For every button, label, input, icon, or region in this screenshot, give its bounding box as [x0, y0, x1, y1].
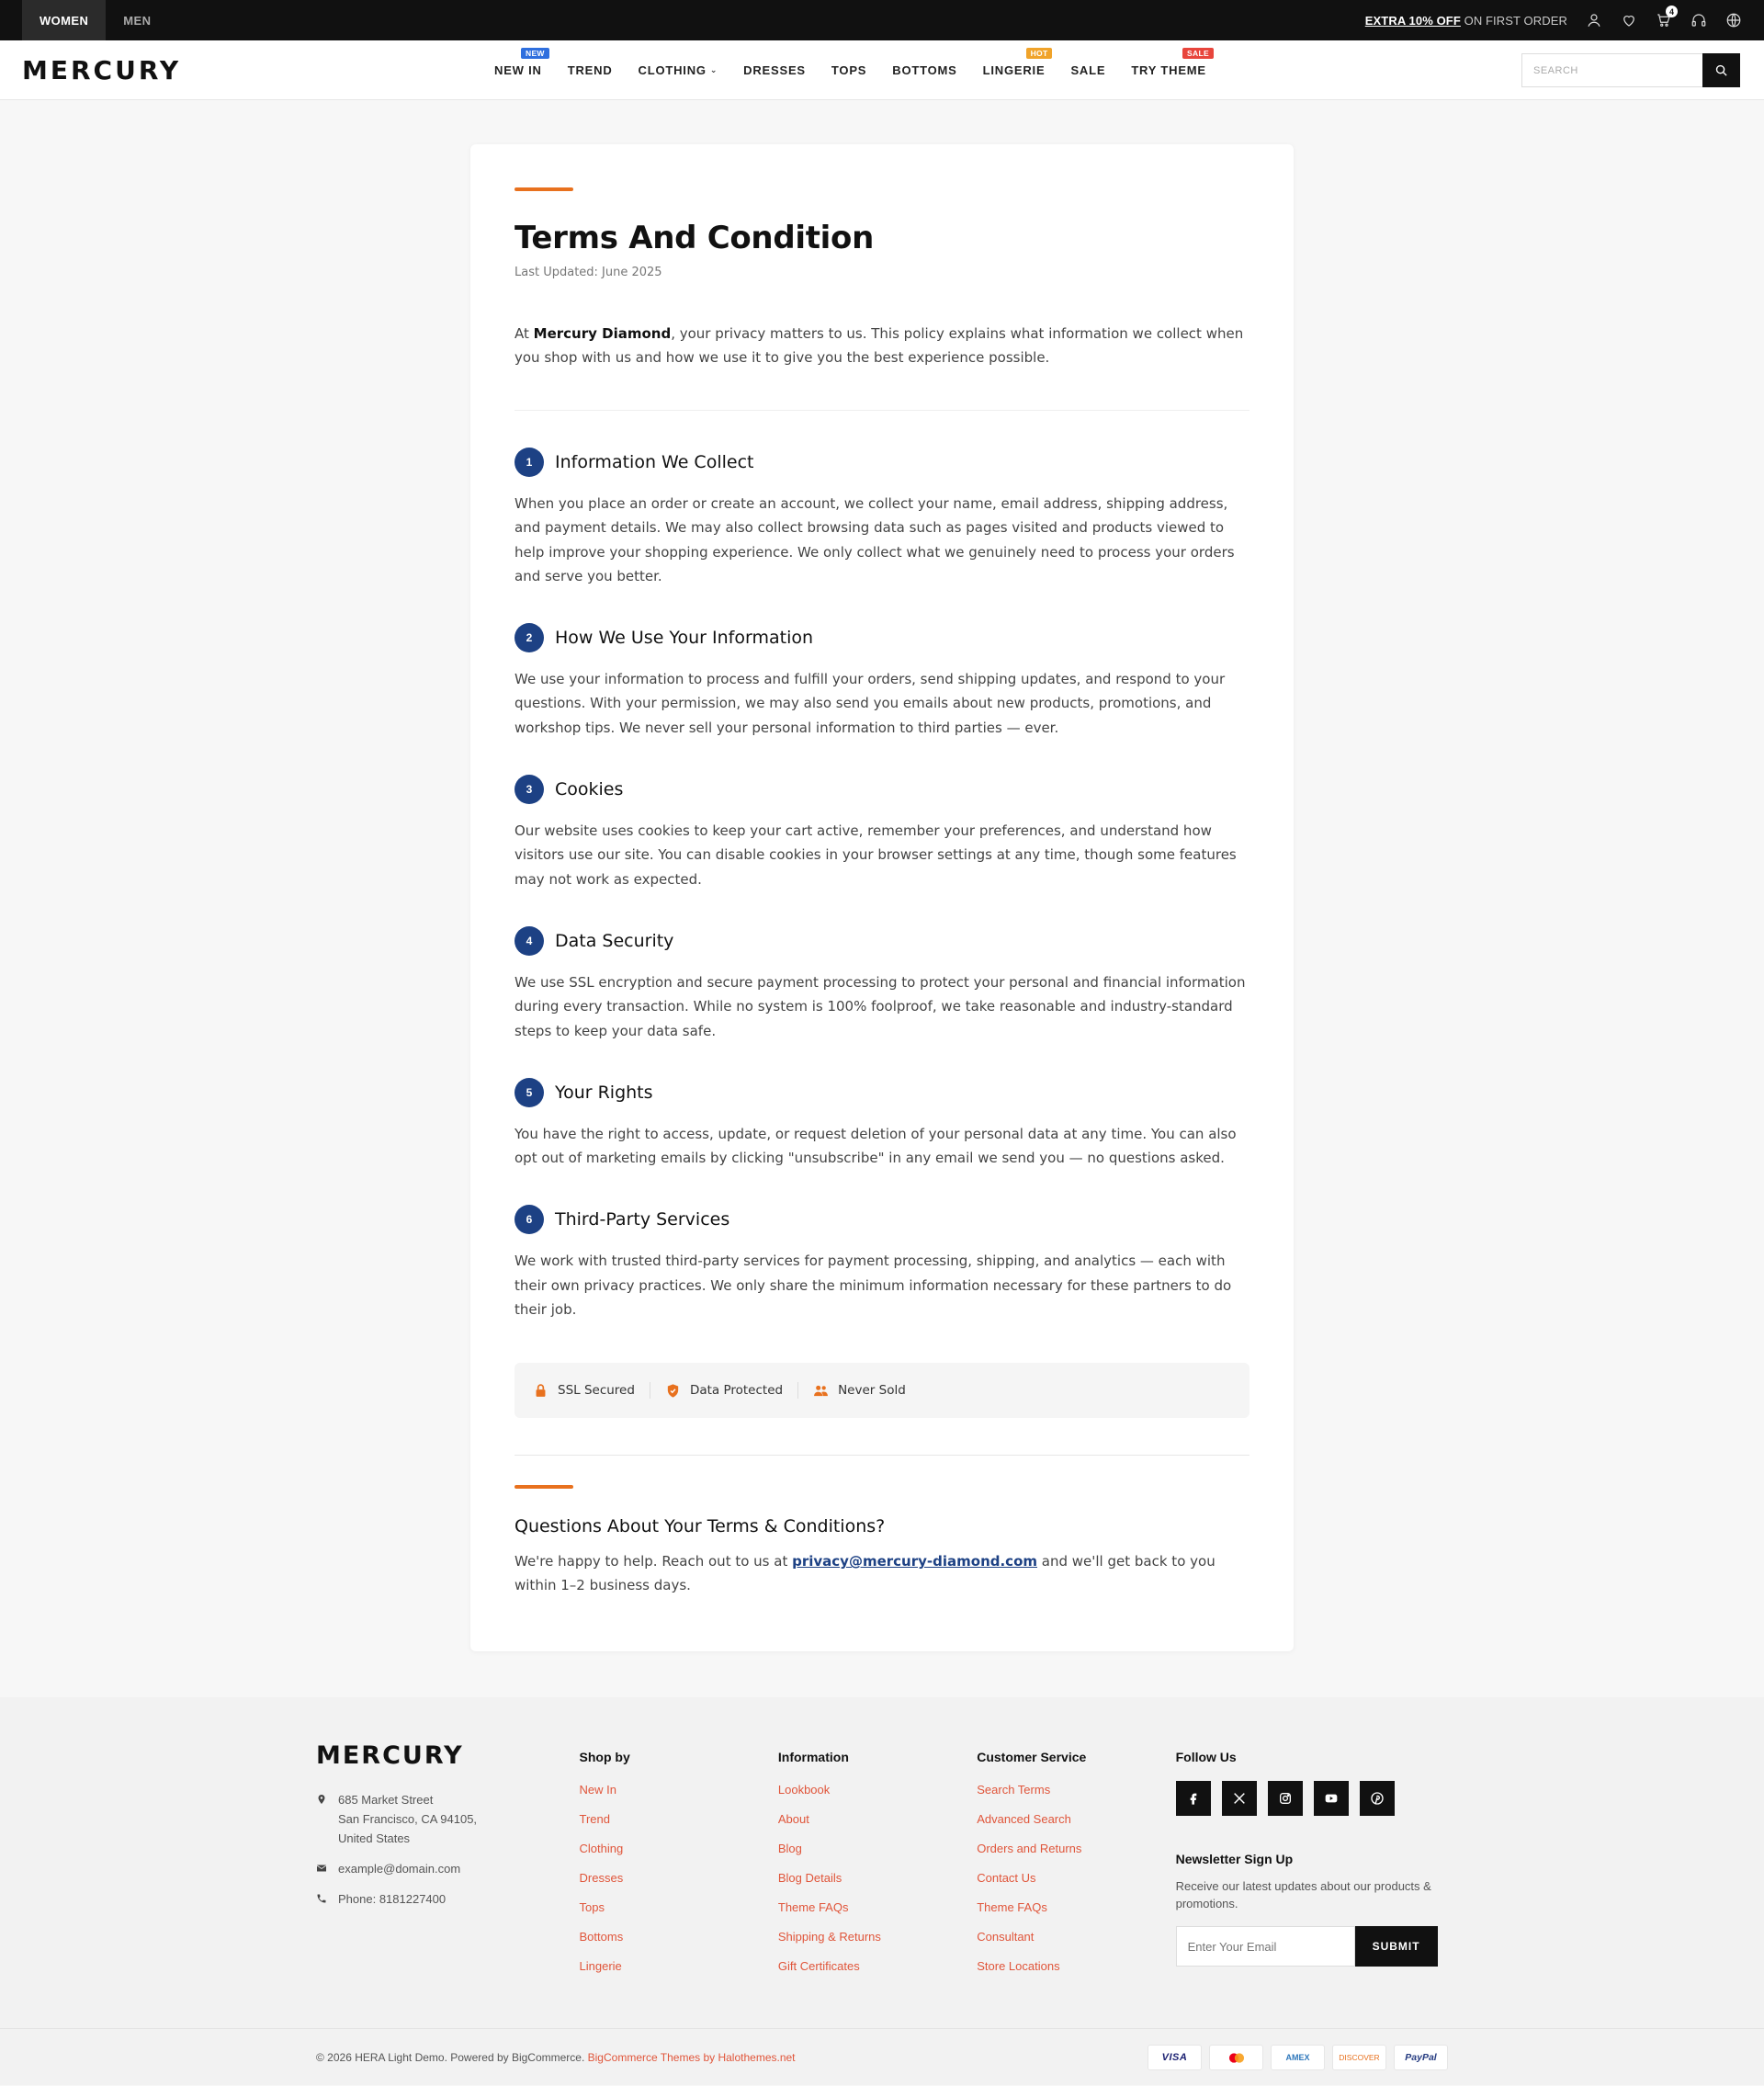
- top-bar: [0, 0, 1764, 40]
- accent-bar: [514, 1485, 573, 1489]
- support-headset-icon[interactable]: [1690, 12, 1707, 28]
- section-body: When you place an order or create an account, we collect your name, email address, shipping address, and payment details. We may also collect browsing data such as pages visited and products viewed to help improve your shopping experience. We only collect what we genuinely need to process your orders and serve you better.: [514, 495, 1235, 584]
- intro-post: , your privacy matters to us. This policy explains what information we collect when you shop with us and how we use it to give you the best experience possible.: [514, 325, 1244, 366]
- footer-follow: [1176, 1741, 1448, 1989]
- footer-link[interactable]: Theme FAQs: [977, 1900, 1047, 1915]
- section-cookies: [514, 775, 1250, 891]
- section-body: You have the right to access, update, or request deletion of your personal data at any time. You can also opt out of marketing emails by clicking "unsubscribe" in any email we send you — no questions asked.: [514, 1125, 1237, 1167]
- footer-logo[interactable]: MERCURY: [316, 1741, 464, 1771]
- promo-text[interactable]: [1365, 14, 1567, 28]
- promo-bold: EXTRA 10% OFF: [1364, 13, 1461, 28]
- sale-badge: SALE: [1182, 48, 1214, 59]
- nav-label: DRESSES: [743, 63, 806, 77]
- discover-icon: [1332, 2045, 1386, 2070]
- footer-phone[interactable]: Phone: 8181227400: [338, 1892, 447, 1907]
- footer-link[interactable]: Clothing: [579, 1842, 624, 1856]
- section-heading: [514, 448, 1250, 477]
- nav-label: NEW IN: [494, 63, 542, 77]
- section-title: Information We Collect: [555, 452, 754, 472]
- facebook-icon[interactable]: [1176, 1781, 1211, 1816]
- copyright: [316, 2051, 796, 2064]
- nav-tops[interactable]: [831, 63, 866, 77]
- gender-tabs: [22, 0, 168, 40]
- questions-title: Questions About Your Terms & Conditions?: [514, 1516, 886, 1537]
- questions-post: and we'll get back to you within 1–2 business days.: [514, 1553, 1216, 1594]
- nav-label: BOTTOMS: [892, 63, 957, 77]
- footer-link[interactable]: Blog Details: [777, 1871, 842, 1886]
- footer-link[interactable]: Gift Certificates: [777, 1959, 860, 1974]
- mastercard-icon: [1209, 2045, 1263, 2070]
- nav-try-theme[interactable]: [1131, 49, 1209, 77]
- footer-bottom-inner: [316, 2029, 1448, 2086]
- section-number: 2: [514, 623, 544, 652]
- last-updated: Last Updated: June 2025: [514, 266, 662, 279]
- address-row: [316, 1790, 580, 1848]
- payment-label: PayPal: [1405, 2052, 1437, 2064]
- trust-label: SSL Secured: [558, 1383, 635, 1399]
- footer-shop-by: [580, 1741, 778, 1989]
- divider: [514, 1455, 1250, 1456]
- nav-label: TRY THEME: [1131, 63, 1206, 77]
- instagram-icon[interactable]: [1268, 1781, 1303, 1816]
- main-nav: [494, 40, 1209, 100]
- newsletter-email-input[interactable]: [1176, 1926, 1355, 1967]
- footer-link[interactable]: Consultant: [977, 1930, 1035, 1944]
- section-title: Third-Party Services: [555, 1209, 730, 1230]
- footer-heading: Shop by: [579, 1750, 630, 1765]
- footer-columns: [316, 1741, 1448, 1989]
- section-heading: [514, 775, 1250, 804]
- footer-address: [316, 1790, 580, 1909]
- section-number: 3: [514, 775, 544, 804]
- section-number: 4: [514, 926, 544, 956]
- footer-link[interactable]: Search Terms: [977, 1783, 1051, 1797]
- section-heading: [514, 623, 1250, 652]
- nav-trend[interactable]: [568, 63, 613, 77]
- footer-link[interactable]: Orders and Returns: [977, 1842, 1082, 1856]
- wishlist-icon[interactable]: [1621, 12, 1637, 28]
- footer-link[interactable]: Lingerie: [579, 1959, 622, 1974]
- search-icon: [1714, 63, 1728, 77]
- newsletter-submit-button[interactable]: SUBMIT: [1355, 1926, 1438, 1967]
- footer-link[interactable]: New In: [579, 1783, 616, 1797]
- section-information-we-collect: [514, 448, 1250, 588]
- divider: [514, 410, 1250, 411]
- footer-email[interactable]: example@domain.com: [338, 1862, 461, 1876]
- section-how-we-use: [514, 623, 1250, 740]
- nav-label: SALE: [1070, 63, 1106, 77]
- main-header: [0, 40, 1764, 100]
- footer-link[interactable]: Lookbook: [777, 1783, 831, 1797]
- nav-clothing[interactable]: [639, 63, 718, 77]
- account-icon[interactable]: [1586, 12, 1602, 28]
- footer-link[interactable]: Blog: [777, 1842, 802, 1856]
- main-content: [0, 100, 1764, 1697]
- tab-men[interactable]: MEN: [123, 13, 152, 28]
- newsletter-form: [1176, 1926, 1448, 1967]
- footer-link[interactable]: Tops: [579, 1900, 605, 1915]
- newsletter-description: Receive our latest updates about our products & promotions.: [1175, 1879, 1431, 1911]
- section-title: How We Use Your Information: [555, 628, 814, 649]
- cart-count-badge: 4: [1666, 6, 1678, 17]
- phone-row: [316, 1889, 580, 1909]
- footer-bottom: [0, 2028, 1764, 2085]
- trust-ssl: [533, 1383, 650, 1399]
- nav-bottoms[interactable]: [892, 63, 956, 77]
- section-third-party: [514, 1205, 1250, 1321]
- top-bar-right: [1364, 6, 1742, 28]
- footer-link[interactable]: Shipping & Returns: [777, 1930, 881, 1944]
- nav-label: LINGERIE: [982, 63, 1046, 77]
- footer-link[interactable]: Contact Us: [977, 1871, 1036, 1886]
- footer-heading: Information: [777, 1750, 849, 1765]
- users-icon: [813, 1383, 829, 1399]
- email-row: [316, 1859, 580, 1878]
- new-badge: NEW: [521, 48, 549, 59]
- location-pin-icon: [316, 1794, 327, 1805]
- youtube-icon[interactable]: [1314, 1781, 1349, 1816]
- footer-link[interactable]: Bottoms: [579, 1930, 624, 1944]
- site-logo[interactable]: MERCURY: [22, 54, 182, 85]
- page-title: Terms And Condition: [514, 220, 874, 256]
- search-input[interactable]: [1521, 53, 1702, 87]
- payment-label: VISA: [1161, 2052, 1188, 2064]
- trust-data-protected: [665, 1383, 797, 1399]
- visa-icon: [1148, 2045, 1202, 2070]
- pinterest-icon[interactable]: [1360, 1781, 1395, 1816]
- copyright-text: © 2026 HERA Light Demo. Powered by BigCommerce.: [316, 2051, 588, 2065]
- nav-new-in[interactable]: [494, 49, 545, 77]
- social-links: [1176, 1781, 1448, 1816]
- search-button[interactable]: [1702, 53, 1740, 87]
- globe-icon[interactable]: [1725, 12, 1742, 28]
- halothemes-link[interactable]: BigCommerce Themes by Halothemes.net: [587, 2051, 796, 2065]
- shield-check-icon: [665, 1383, 681, 1399]
- footer-link[interactable]: Theme FAQs: [777, 1900, 849, 1915]
- section-body: Our website uses cookies to keep your cart active, remember your preferences, and understand how visitors use our site. You can disable cookies in your browser settings at any time, though some features may not work as expected.: [514, 822, 1237, 888]
- section-number: 5: [514, 1078, 544, 1107]
- questions-pre: We're happy to help. Reach out to us at: [514, 1553, 793, 1570]
- hot-badge: HOT: [1026, 48, 1053, 59]
- x-icon[interactable]: [1222, 1781, 1257, 1816]
- footer-links: [580, 1783, 778, 1973]
- amex-icon: [1271, 2045, 1325, 2070]
- section-number: 1: [514, 448, 544, 477]
- section-heading: [514, 1205, 1250, 1234]
- footer-link[interactable]: Trend: [579, 1812, 610, 1827]
- footer-links: [778, 1783, 977, 1973]
- envelope-icon: [316, 1863, 327, 1874]
- lock-icon: [533, 1383, 548, 1399]
- footer-link[interactable]: Dresses: [579, 1871, 624, 1886]
- terms-card: [470, 144, 1294, 1651]
- section-title: Your Rights: [555, 1082, 653, 1103]
- footer-customer-service: [977, 1741, 1175, 1989]
- chevron-down-icon: ⌄: [709, 65, 718, 74]
- section-heading: [514, 1078, 1250, 1107]
- trust-label: Data Protected: [689, 1383, 784, 1399]
- section-number: 6: [514, 1205, 544, 1234]
- address-line: United States: [338, 1831, 411, 1846]
- site-footer: [0, 1697, 1764, 2085]
- footer-heading: Customer Service: [977, 1750, 1087, 1765]
- nav-label: TREND: [567, 63, 613, 77]
- section-body: We use SSL encryption and secure payment processing to protect your personal and financial information during every transaction. While no system is 100% foolproof, we take reasonable and industry-standard steps to keep your data safe.: [514, 973, 1246, 1039]
- nav-sale[interactable]: [1070, 63, 1105, 77]
- questions-body: [514, 1549, 1250, 1597]
- trust-never-sold: [813, 1383, 921, 1399]
- footer-heading: Follow Us: [1175, 1750, 1237, 1765]
- footer-information: [778, 1741, 977, 1989]
- footer-link[interactable]: Advanced Search: [977, 1812, 1071, 1827]
- payment-label: AMEX: [1285, 2053, 1310, 2063]
- payment-methods: [1148, 2045, 1448, 2070]
- trust-label: Never Sold: [838, 1383, 906, 1399]
- nav-lingerie[interactable]: [982, 49, 1048, 77]
- trust-separator: [797, 1382, 798, 1399]
- trust-badges: [514, 1363, 1250, 1418]
- footer-links: [977, 1783, 1175, 1973]
- search-box: [1521, 53, 1740, 87]
- section-body: We use your information to process and fulfill your orders, send shipping updates, and respond to your questions. With your permission, we may also send you emails about new products, promotions, and workshop tips. We never sell your personal information to third parties — ever.: [514, 671, 1226, 736]
- payment-label: DISCOVER: [1339, 2053, 1380, 2063]
- section-title: Data Security: [555, 930, 674, 951]
- section-your-rights: [514, 1078, 1250, 1171]
- footer-contact: [316, 1741, 580, 1989]
- phone-icon: [316, 1893, 327, 1904]
- newsletter-title: Newsletter Sign Up: [1175, 1852, 1294, 1867]
- nav-label: CLOTHING: [638, 63, 707, 77]
- section-data-security: [514, 926, 1250, 1043]
- tab-women[interactable]: WOMEN: [22, 0, 106, 40]
- intro-pre: At: [514, 325, 534, 342]
- section-heading: [514, 926, 1250, 956]
- intro-brand: Mercury Diamond: [533, 325, 672, 342]
- paypal-icon: [1394, 2045, 1448, 2070]
- cart-icon[interactable]: [1656, 6, 1674, 28]
- address-lines: [338, 1790, 477, 1848]
- nav-label: TOPS: [831, 63, 867, 77]
- address-line: San Francisco, CA 94105,: [338, 1812, 478, 1827]
- nav-dresses[interactable]: [743, 63, 806, 77]
- address-line: 685 Market Street: [338, 1793, 434, 1808]
- privacy-email-link[interactable]: privacy@mercury-diamond.com: [792, 1553, 1038, 1570]
- section-body: We work with trusted third-party services for payment processing, shipping, and analytics — each with their own privacy practices. We only share the minimum information necessary for these partners to do their job.: [514, 1253, 1232, 1319]
- section-title: Cookies: [555, 779, 624, 800]
- intro-paragraph: [514, 322, 1250, 369]
- footer-link[interactable]: Store Locations: [977, 1959, 1060, 1974]
- promo-rest: ON FIRST ORDER: [1460, 13, 1567, 28]
- accent-bar: [514, 187, 573, 191]
- footer-link[interactable]: About: [777, 1812, 809, 1827]
